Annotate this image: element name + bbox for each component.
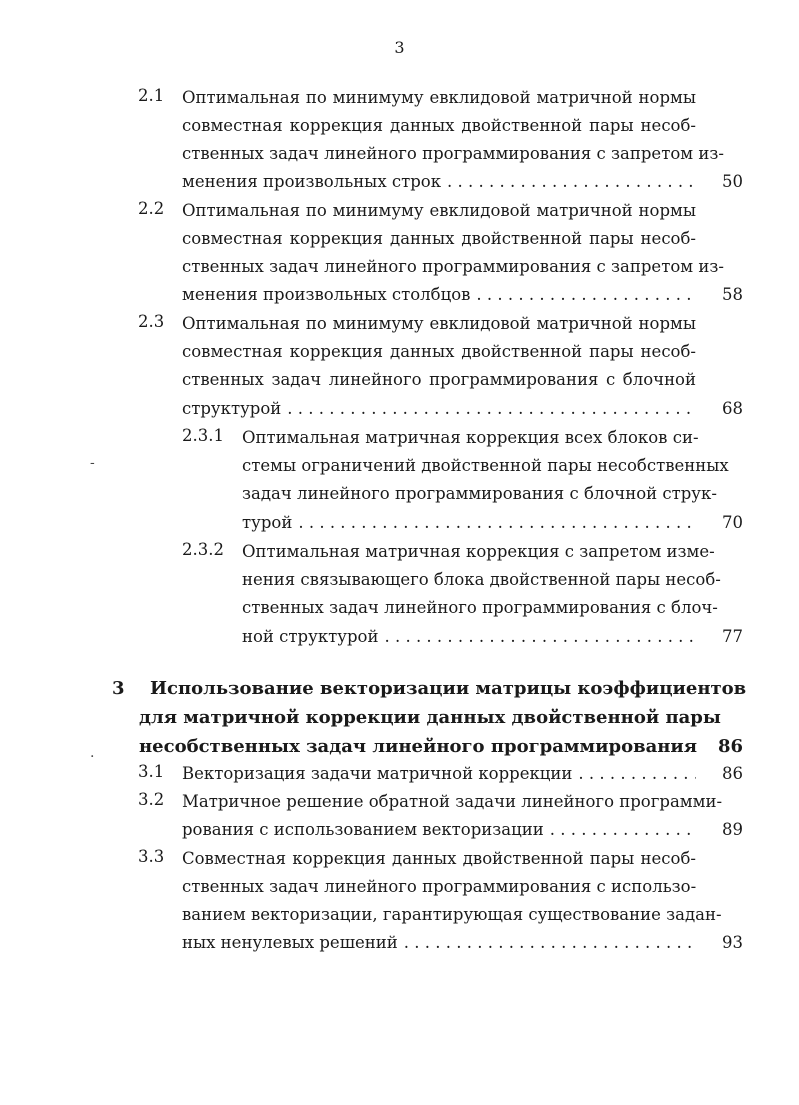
entry-last-line bbox=[182, 283, 696, 307]
entry-line: совместная коррекция данных двойственной пары несоб- bbox=[182, 229, 696, 248]
entry-line: Матричное решение обратной задачи линейного программи- bbox=[182, 792, 723, 811]
page-ref: 93 bbox=[722, 933, 743, 952]
entry-line: Оптимальная матричная коррекция с запретом изме- bbox=[242, 542, 715, 561]
section-number: 2.1 bbox=[138, 86, 165, 105]
entry-line: ванием векторизации, гарантирующая существование задан- bbox=[182, 905, 722, 924]
entry-line: структурой bbox=[182, 399, 282, 418]
page-ref: 86 bbox=[717, 736, 743, 757]
dot-leader bbox=[404, 931, 696, 955]
entry-line: Оптимальная по минимуму евклидовой матричной нормы bbox=[182, 88, 696, 107]
section-number: 2.3.1 bbox=[182, 426, 224, 445]
dot-leader bbox=[384, 625, 696, 649]
entry-line: Совместная коррекция данных двойственной пары несоб- bbox=[182, 849, 696, 868]
entry-last-line bbox=[182, 397, 696, 421]
section-number: 3.3 bbox=[138, 847, 165, 866]
entry-last-line bbox=[182, 931, 696, 955]
entry-line: ных ненулевых решений bbox=[182, 933, 398, 952]
entry-line: ственных задач линейного программирования с запретом из- bbox=[182, 144, 724, 163]
entry-last-line bbox=[182, 762, 696, 786]
entry-last-line bbox=[242, 625, 696, 649]
margin-mark: . bbox=[90, 745, 95, 761]
entry-line: рования с использованием векторизации bbox=[182, 820, 544, 839]
entry-line: ственных задач линейного программирования с запретом из- bbox=[182, 257, 724, 276]
entry-line: Оптимальная по минимуму евклидовой матричной нормы bbox=[182, 314, 696, 333]
entry-last-line bbox=[242, 511, 696, 535]
entry-line: стемы ограничений двойственной пары несобственных bbox=[242, 456, 729, 475]
page-ref: 68 bbox=[722, 399, 743, 418]
entry-line: совместная коррекция данных двойственной пары несоб- bbox=[182, 342, 696, 361]
entry-line: ственных задач линейного программирования с использо- bbox=[182, 877, 697, 896]
chapter-title-line: несобственных задач линейного программирования bbox=[139, 736, 698, 757]
entry-line: совместная коррекция данных двойственной пары несоб- bbox=[182, 116, 696, 135]
margin-mark: - bbox=[90, 455, 95, 471]
entry-line: менения произвольных столбцов bbox=[182, 285, 471, 304]
entry-line: задач линейного программирования с блочной струк- bbox=[242, 484, 717, 503]
entry-line: турой bbox=[242, 513, 293, 532]
chapter-number: 3 bbox=[112, 678, 125, 699]
page-ref: 50 bbox=[722, 172, 743, 191]
section-number: 2.3.2 bbox=[182, 540, 224, 559]
chapter-title-line: для матричной коррекции данных двойственной пары bbox=[139, 707, 721, 728]
chapter-title-line: Использование векторизации матрицы коэффициентов bbox=[150, 678, 747, 699]
page-ref: 58 bbox=[722, 285, 743, 304]
page-ref: 86 bbox=[722, 764, 743, 783]
entry-line: нения связывающего блока двойственной пары несоб- bbox=[242, 570, 721, 589]
page-ref: 89 bbox=[722, 820, 743, 839]
page-number: 3 bbox=[394, 38, 405, 57]
page-ref: 70 bbox=[722, 513, 743, 532]
entry-line: ственных задач линейного программирования с блочной bbox=[182, 370, 696, 389]
section-number: 3.2 bbox=[138, 790, 165, 809]
entry-line: ственных задач линейного программирования с блоч- bbox=[242, 598, 718, 617]
dot-leader bbox=[476, 283, 696, 307]
dot-leader bbox=[578, 762, 696, 786]
entry-line: Оптимальная по минимуму евклидовой матричной нормы bbox=[182, 201, 696, 220]
entry-line: Оптимальная матричная коррекция всех блоков си- bbox=[242, 428, 699, 447]
dot-leader bbox=[298, 511, 696, 535]
entry-last-line bbox=[182, 818, 696, 842]
entry-last-line bbox=[182, 170, 696, 194]
section-number: 2.2 bbox=[138, 199, 165, 218]
section-number: 2.3 bbox=[138, 312, 165, 331]
entry-line: менения произвольных строк bbox=[182, 172, 442, 191]
dot-leader bbox=[550, 818, 696, 842]
entry-line: ной структурой bbox=[242, 627, 379, 646]
section-number: 3.1 bbox=[138, 762, 165, 781]
dot-leader bbox=[447, 170, 696, 194]
page-ref: 77 bbox=[722, 627, 743, 646]
entry-line: Векторизация задачи матричной коррекции bbox=[182, 764, 573, 783]
dot-leader bbox=[287, 397, 696, 421]
